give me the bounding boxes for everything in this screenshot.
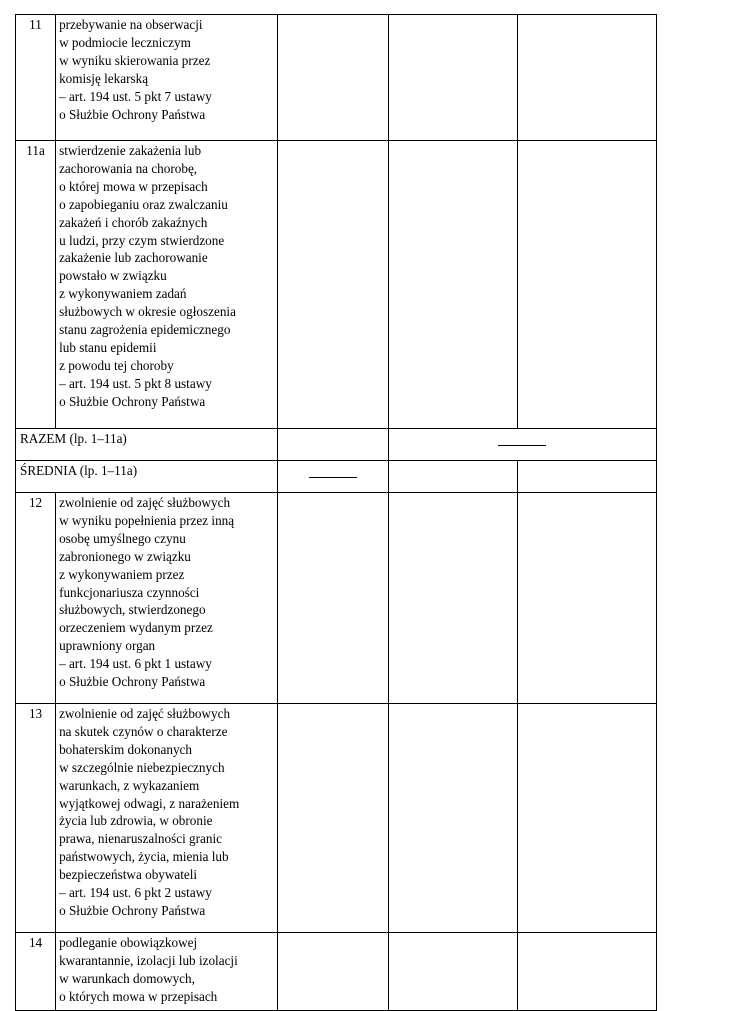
description-line: lub stanu epidemii	[59, 339, 157, 355]
description-line: bohaterskim dokonanych	[59, 741, 193, 757]
description-line: z powodu tej choroby	[59, 357, 174, 373]
row-description	[56, 933, 278, 1011]
description-line: zakażeń i chorób zakaźnych	[59, 214, 208, 230]
blank-dash	[498, 445, 546, 446]
row-description	[56, 15, 278, 141]
row-number: 11a	[16, 141, 56, 429]
description-line: zakażenie lub zachorowanie	[59, 250, 208, 266]
description-line: u ludzi, przy czym stwierdzone	[59, 232, 225, 248]
description-line: stanu zagrożenia epidemicznego	[59, 322, 231, 338]
summary-label: ŚREDNIA (lp. 1–11a)	[16, 461, 278, 493]
description-line: w wyniku skierowania przez	[59, 52, 211, 68]
description-line: z wykonywaniem zadań	[59, 286, 187, 302]
description-line: na skutek czynów o charakterze	[59, 723, 228, 739]
table-row	[16, 933, 657, 1011]
row-description	[56, 493, 278, 704]
value-cell	[517, 493, 656, 704]
summary-label: RAZEM (lp. 1–11a)	[16, 429, 278, 461]
description-line: w podmiocie leczniczym	[59, 34, 191, 50]
description-line: o których mowa w przepisach	[59, 988, 218, 1004]
value-cell	[278, 933, 388, 1011]
row-number: 14	[16, 933, 56, 1011]
description-line: o której mowa w przepisach	[59, 178, 208, 194]
cell-inner	[278, 461, 387, 491]
description-line: wyjątkowej odwagi, z narażeniem	[59, 795, 240, 811]
value-cell	[388, 704, 517, 933]
value-cell	[388, 933, 517, 1011]
description-line: – art. 194 ust. 6 pkt 2 ustawy	[59, 885, 212, 901]
value-cell	[388, 15, 517, 141]
description-line: warunkach, z wykazaniem	[59, 777, 200, 793]
row-description	[56, 704, 278, 933]
leave-table	[15, 14, 657, 1011]
description-line: zwolnienie od zajęć służbowych	[59, 706, 231, 721]
description-line: – art. 194 ust. 5 pkt 8 ustawy	[59, 375, 212, 391]
merged-value-cell	[388, 429, 656, 461]
value-cell	[278, 429, 388, 461]
row-description	[56, 141, 278, 429]
description-line: w wyniku popełnienia przez inną	[59, 512, 235, 528]
description-line: zwolnienie od zajęć służbowych	[59, 495, 231, 510]
value-cell	[517, 461, 656, 493]
blank-dash	[309, 477, 357, 478]
description-line: komisję lekarską	[59, 70, 149, 86]
row-number: 11	[16, 15, 56, 141]
summary-row-average	[16, 461, 657, 493]
description-line: podleganie obowiązkowej	[59, 935, 198, 950]
description-line: w warunkach domowych,	[59, 970, 195, 986]
table-row	[16, 493, 657, 704]
description-line: orzeczeniem wydanym przez	[59, 620, 213, 636]
value-cell	[517, 141, 656, 429]
description-line: służbowych, stwierdzonego	[59, 602, 206, 618]
description-line: w szczególnie niebezpiecznych	[59, 759, 225, 775]
table-row	[16, 15, 657, 141]
description-line: zabronionego w związku	[59, 548, 191, 564]
description-line: zachorowania na chorobę,	[59, 160, 198, 176]
value-cell	[517, 704, 656, 933]
description-line: przebywanie na obserwacji	[59, 17, 203, 32]
value-cell	[517, 933, 656, 1011]
description-line: państwowych, życia, mienia lub	[59, 849, 229, 865]
description-line: o zapobieganiu oraz zwalczaniu	[59, 196, 228, 212]
value-cell	[278, 461, 388, 493]
value-cell	[278, 493, 388, 704]
value-cell	[517, 15, 656, 141]
description-line: o Służbie Ochrony Państwa	[59, 902, 206, 918]
description-line: służbowych w okresie ogłoszenia	[59, 304, 236, 320]
row-number: 12	[16, 493, 56, 704]
description-line: o Służbie Ochrony Państwa	[59, 393, 206, 409]
description-line: – art. 194 ust. 5 pkt 7 ustawy	[59, 88, 212, 104]
value-cell	[388, 141, 517, 429]
description-line: z wykonywaniem przez	[59, 566, 185, 582]
description-line: bezpieczeństwa obywateli	[59, 867, 198, 883]
table-row	[16, 141, 657, 429]
table-row	[16, 704, 657, 933]
description-line: funkcjonariusza czynności	[59, 584, 200, 600]
description-line: prawa, nienaruszalności granic	[59, 831, 223, 847]
cell-inner	[389, 429, 656, 459]
description-line: o Służbie Ochrony Państwa	[59, 674, 206, 690]
description-line: uprawniony organ	[59, 638, 156, 654]
description-line: życia lub zdrowia, w obronie	[59, 813, 213, 829]
value-cell	[388, 461, 517, 493]
description-line: stwierdzenie zakażenia lub	[59, 143, 202, 158]
value-cell	[388, 493, 517, 704]
value-cell	[278, 15, 388, 141]
row-number: 13	[16, 704, 56, 933]
description-line: o Służbie Ochrony Państwa	[59, 106, 206, 122]
value-cell	[278, 704, 388, 933]
description-line: – art. 194 ust. 6 pkt 1 ustawy	[59, 656, 212, 672]
description-line: powstało w związku	[59, 268, 167, 284]
description-line: osobę umyślnego czynu	[59, 530, 186, 546]
value-cell	[278, 141, 388, 429]
description-line: kwarantannie, izolacji lub izolacji	[59, 952, 238, 968]
summary-row-total	[16, 429, 657, 461]
